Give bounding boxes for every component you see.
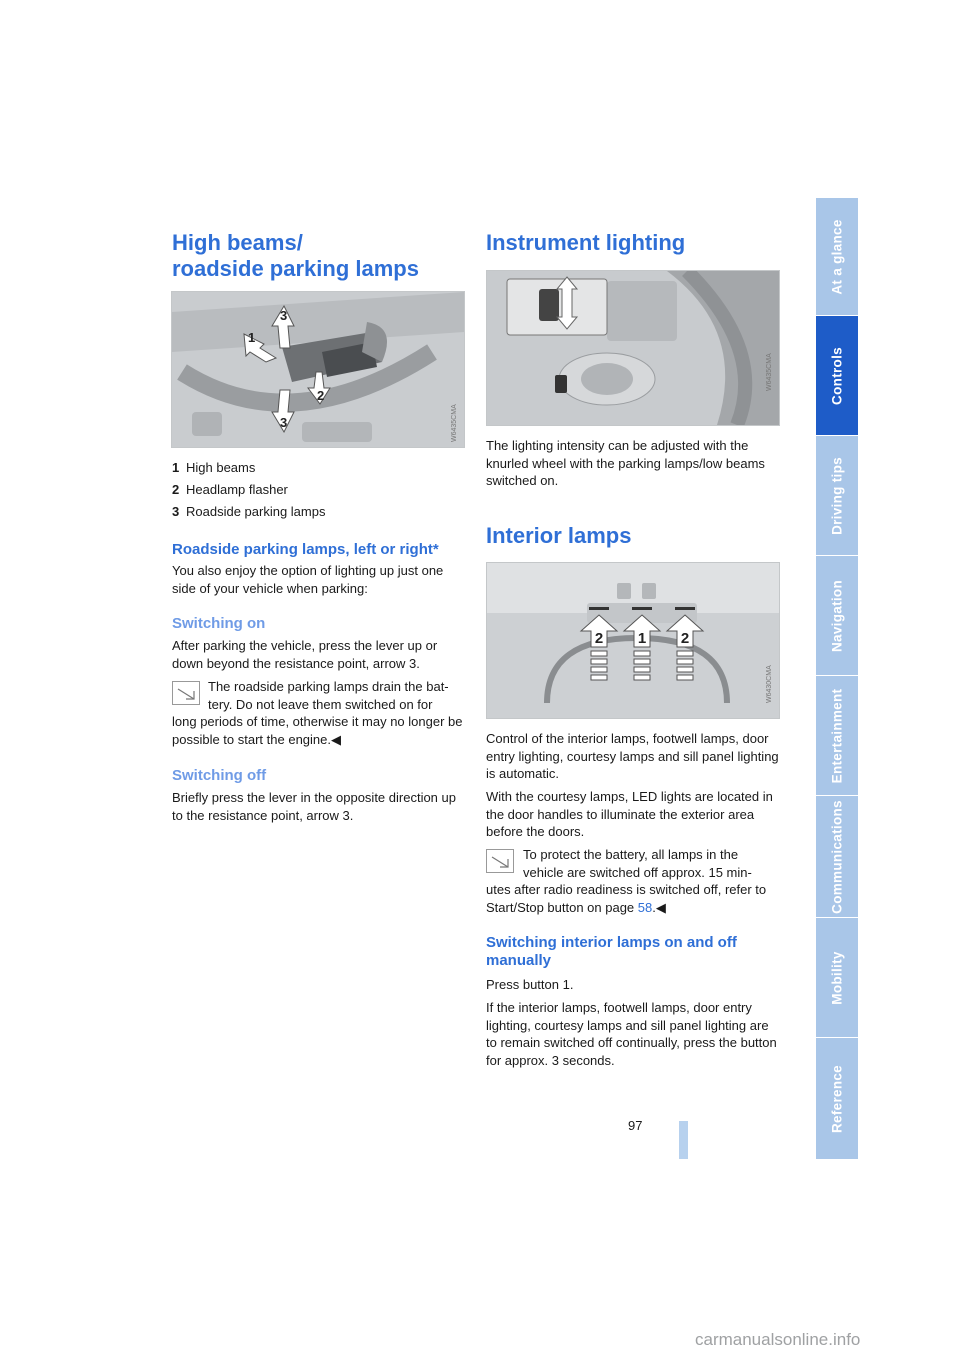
legend-item-1: 1 High beams	[172, 460, 256, 475]
legend-item-3: 3 Roadside parking lamps	[172, 504, 326, 519]
switching-off-title: Switching off	[172, 767, 267, 784]
switching-on-text: After parking the vehicle, press the lever up or down beyond the resistance point, arrow 3.	[172, 638, 438, 671]
note2-text-first: To protect the battery, all lamps in the vehicle are switched off approx. 15 min-	[523, 847, 752, 880]
note-arrow-icon-2	[486, 849, 514, 873]
page-number-bar	[679, 1121, 688, 1159]
section-title-high-beams	[172, 230, 419, 282]
section-title-instrument-lighting: Instrument lighting	[486, 230, 686, 255]
svg-text:3: 3	[280, 308, 288, 323]
watermark: carmanualsonline.info	[695, 1330, 861, 1349]
title-line-1: High beams/	[172, 230, 303, 255]
note2-text-rest: utes after radio readiness is switched off, refer to Start/Stop button on page 58.◀	[486, 882, 767, 915]
instrument-lighting-text: The lighting intensity can be adjusted with the knurled wheel with the parking lamps/low beams switched on.	[486, 438, 765, 488]
interior-text-1: Control of the interior lamps, footwell lamps, door entry lighting, courtesy lamps and sill panel lighting is automatic.	[486, 731, 779, 781]
tab-mobility[interactable]: Mobility	[816, 918, 858, 1037]
interior-label-right: 2	[680, 630, 690, 647]
svg-text:3: 3	[280, 415, 288, 430]
svg-text:2: 2	[317, 388, 325, 403]
interior-illustration	[487, 563, 779, 718]
lever-illustration	[172, 292, 464, 447]
legend-item-2: 2 Headlamp flasher	[172, 482, 288, 497]
note-text-first: The roadside parking lamps drain the bat-tery. Do not leave them switched on for	[208, 679, 449, 712]
section-title-interior-lamps: Interior lamps	[486, 523, 632, 548]
tab-controls[interactable]: Controls	[816, 316, 858, 435]
svg-text:W6430CMA: W6430CMA	[766, 665, 773, 703]
tab-communications[interactable]: Communications	[816, 796, 858, 917]
svg-text:W6435CMA: W6435CMA	[766, 353, 773, 391]
figure-code: W6435CMA	[451, 404, 458, 442]
manual-switching-title: Switching interior lamps on and off manually	[486, 934, 737, 969]
note-arrow-icon	[172, 681, 200, 705]
interior-text-2: With the courtesy lamps, LED lights are located in the door handles to illuminate the exterior area before the doors.	[486, 789, 773, 839]
subsection-text-roadside: You also enjoy the option of lighting up just one side of your vehicle when parking:	[172, 563, 444, 596]
interior-lamps-figure	[486, 562, 780, 719]
interior-label-center: 1	[637, 630, 647, 647]
tab-navigation[interactable]: Navigation	[816, 556, 858, 675]
switching-off-text: Briefly press the lever in the opposite direction up to the resistance point, arrow 3.	[172, 790, 456, 823]
high-beams-lever-figure	[171, 291, 465, 448]
instrument-lighting-figure	[486, 270, 780, 426]
switching-on-title: Switching on	[172, 615, 266, 632]
manual-text: If the interior lamps, footwell lamps, door entry lighting, courtesy lamps and sill panel lighting are to remain switched off continually, press the button for approx. 3 seconds.	[486, 1000, 777, 1068]
tab-driving-tips[interactable]: Driving tips	[816, 436, 858, 555]
title-line-2: roadside parking lamps	[172, 256, 419, 281]
interior-label-left: 2	[594, 630, 604, 647]
press-button-text: Press button 1.	[486, 977, 574, 992]
subsection-title-roadside: Roadside parking lamps, left or right*	[172, 541, 439, 558]
tab-at-a-glance[interactable]: At a glance	[816, 198, 858, 315]
instrument-illustration	[487, 271, 779, 425]
svg-text:1: 1	[248, 330, 256, 345]
tab-reference[interactable]: Reference	[816, 1038, 858, 1159]
page-58-link[interactable]: 58	[637, 899, 653, 915]
page-number: 97	[628, 1118, 643, 1133]
note-text-rest: long periods of time, otherwise it may no longer be possible to start the engine.◀	[172, 714, 463, 747]
tab-entertainment[interactable]: Entertainment	[816, 676, 858, 795]
